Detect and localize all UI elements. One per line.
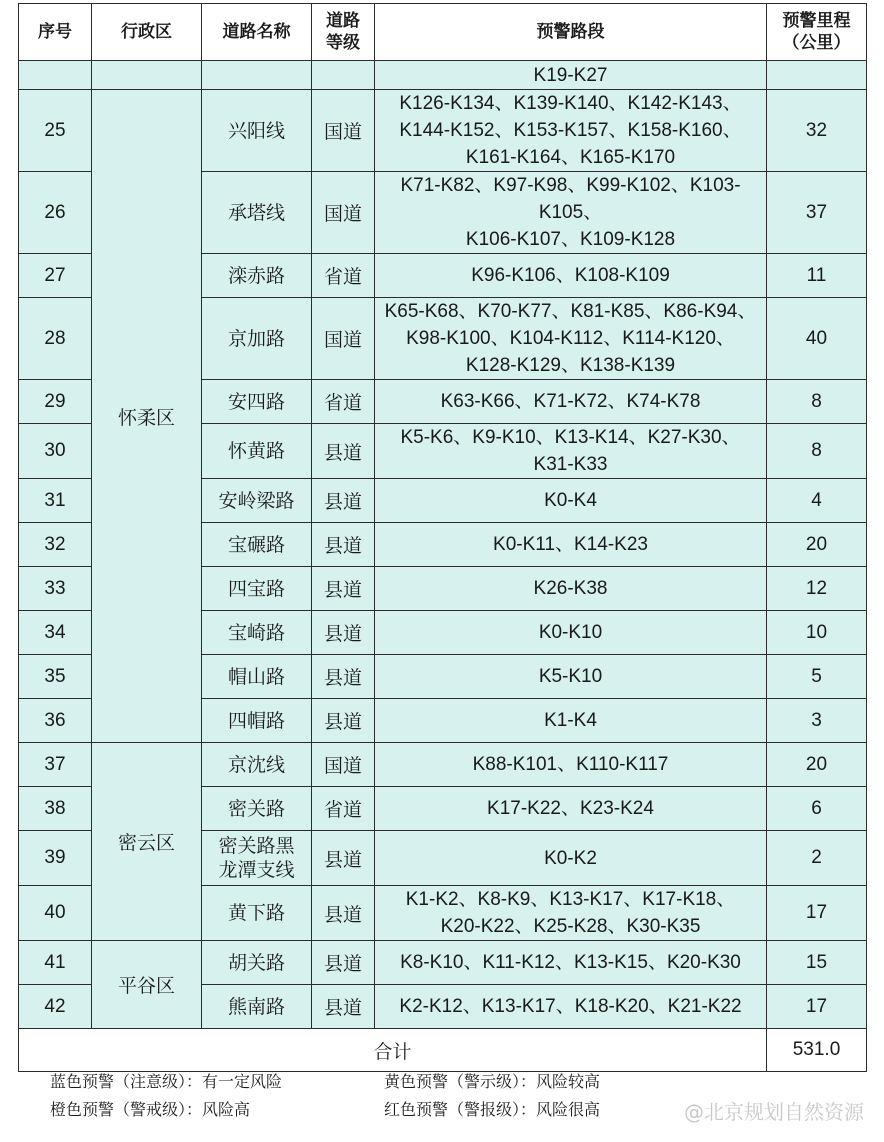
table-row bbox=[19, 743, 867, 787]
cell-mileage: 40 bbox=[767, 298, 867, 380]
cell-road: 兴阳线 bbox=[202, 90, 312, 172]
segment-line: K2-K12、K13-K17、K18-K20、K21-K22 bbox=[399, 996, 742, 1017]
cell-segment bbox=[375, 380, 767, 424]
header-segment: 预警路段 bbox=[375, 4, 767, 61]
cell-grade: 省道 bbox=[312, 254, 375, 298]
cell-mileage: 15 bbox=[767, 941, 867, 985]
cell-grade: 县道 bbox=[312, 611, 375, 655]
cell-segment bbox=[375, 254, 767, 298]
segment-line: K126-K134、K139-K140、K142-K143、 bbox=[399, 93, 742, 114]
legend-red: 红色预警（警报级）：风险很高 bbox=[384, 1100, 601, 1119]
cell-road: 密关路 bbox=[202, 787, 312, 831]
cell-district bbox=[92, 61, 202, 90]
cell-no: 35 bbox=[19, 655, 92, 699]
cell-segment bbox=[375, 787, 767, 831]
cell-district: 平谷区 bbox=[92, 941, 202, 1029]
cell-grade: 县道 bbox=[312, 523, 375, 567]
cell-grade: 县道 bbox=[312, 699, 375, 743]
cell-road: 承塔线 bbox=[202, 172, 312, 254]
cell-no: 26 bbox=[19, 172, 92, 254]
segment-line: K71-K82、K97-K98、K99-K102、K103-K105、 bbox=[400, 175, 741, 223]
cell-no: 33 bbox=[19, 567, 92, 611]
cell-segment: K19-K27 bbox=[375, 61, 767, 90]
cell-mileage: 12 bbox=[767, 567, 867, 611]
cell-no: 40 bbox=[19, 886, 92, 941]
header-grade-line1: 道路 bbox=[326, 11, 360, 31]
cell-segment bbox=[375, 831, 767, 886]
cell-no: 38 bbox=[19, 787, 92, 831]
legend-blue: 蓝色预警（注意级）：有一定风险 bbox=[50, 1072, 283, 1091]
cell-road: 宝崎路 bbox=[202, 611, 312, 655]
cell-road: 胡关路 bbox=[202, 941, 312, 985]
cell-segment bbox=[375, 699, 767, 743]
cell-grade: 国道 bbox=[312, 743, 375, 787]
legend-orange: 橙色预警（警戒级）：风险高 bbox=[50, 1100, 251, 1119]
header-grade bbox=[312, 4, 375, 61]
segment-line: K1-K2、K8-K9、K13-K17、K17-K18、 bbox=[405, 889, 736, 910]
segment-line: K0-K2 bbox=[544, 847, 597, 869]
cell-segment bbox=[375, 298, 767, 380]
cell-road: 滦赤路 bbox=[202, 254, 312, 298]
cell-no: 25 bbox=[19, 90, 92, 172]
cell-road: 安四路 bbox=[202, 380, 312, 424]
legend-yellow: 黄色预警（警示级）：风险较高 bbox=[384, 1072, 601, 1091]
cell-mileage: 8 bbox=[767, 424, 867, 479]
cell-road: 熊南路 bbox=[202, 985, 312, 1029]
cell-no bbox=[19, 61, 92, 90]
cell-mileage: 5 bbox=[767, 655, 867, 699]
cell-mileage: 10 bbox=[767, 611, 867, 655]
cell-grade: 县道 bbox=[312, 941, 375, 985]
cell-mileage: 20 bbox=[767, 743, 867, 787]
total-row bbox=[19, 1029, 867, 1072]
header-no: 序号 bbox=[19, 4, 92, 61]
header-grade-line2: 等级 bbox=[326, 33, 360, 53]
cell-segment bbox=[375, 611, 767, 655]
cell-no: 42 bbox=[19, 985, 92, 1029]
cell-road: 四帽路 bbox=[202, 699, 312, 743]
cell-segment bbox=[375, 886, 767, 941]
segment-line: K31-K33 bbox=[533, 454, 608, 475]
cell-segment bbox=[375, 523, 767, 567]
table-header-row bbox=[19, 4, 867, 61]
table-row bbox=[19, 90, 867, 172]
cell-mileage: 4 bbox=[767, 479, 867, 523]
cell-mileage: 11 bbox=[767, 254, 867, 298]
cell-mileage: 17 bbox=[767, 985, 867, 1029]
cell-segment bbox=[375, 941, 767, 985]
cell-segment bbox=[375, 985, 767, 1029]
cell-grade: 县道 bbox=[312, 985, 375, 1029]
cell-no: 36 bbox=[19, 699, 92, 743]
total-value: 531.0 bbox=[767, 1029, 867, 1072]
segment-line: K5-K10 bbox=[538, 666, 603, 687]
cell-grade: 县道 bbox=[312, 424, 375, 479]
total-label: 合计 bbox=[19, 1029, 767, 1072]
legend-row bbox=[50, 1068, 870, 1096]
cell-no: 30 bbox=[19, 424, 92, 479]
cell-no: 32 bbox=[19, 523, 92, 567]
cell-road bbox=[202, 831, 312, 886]
cell-mileage: 32 bbox=[767, 90, 867, 172]
cell-no: 37 bbox=[19, 743, 92, 787]
segment-line: K144-K152、K153-K157、K158-K160、 bbox=[399, 120, 742, 141]
cell-grade: 国道 bbox=[312, 90, 375, 172]
cell-no: 28 bbox=[19, 298, 92, 380]
cell-segment bbox=[375, 655, 767, 699]
segment-line: K88-K101、K110-K117 bbox=[472, 754, 669, 775]
header-district: 行政区 bbox=[92, 4, 202, 61]
cell-grade: 县道 bbox=[312, 655, 375, 699]
cell-no: 39 bbox=[19, 831, 92, 886]
header-mileage-line1: 预警里程 bbox=[782, 11, 851, 31]
cell-grade: 省道 bbox=[312, 380, 375, 424]
cell-segment bbox=[375, 90, 767, 172]
segment-line: K8-K10、K11-K12、K13-K15、K20-K30 bbox=[400, 952, 741, 973]
cell-grade: 县道 bbox=[312, 479, 375, 523]
cell-road: 四宝路 bbox=[202, 567, 312, 611]
cell-grade bbox=[312, 61, 375, 90]
cell-grade: 国道 bbox=[312, 172, 375, 254]
road-warning-table bbox=[18, 3, 867, 1072]
cell-road: 京沈线 bbox=[202, 743, 312, 787]
table-row bbox=[19, 941, 867, 985]
header-road: 道路名称 bbox=[202, 4, 312, 61]
cell-district: 密云区 bbox=[92, 743, 202, 941]
segment-line: K106-K107、K109-K128 bbox=[465, 229, 676, 250]
cell-road: 帽山路 bbox=[202, 655, 312, 699]
header-mileage bbox=[767, 4, 867, 61]
cell-road bbox=[202, 61, 312, 90]
cell-road: 安岭梁路 bbox=[202, 479, 312, 523]
segment-line: K63-K66、K71-K72、K74-K78 bbox=[440, 391, 701, 412]
segment-line: K98-K100、K104-K112、K114-K120、 bbox=[406, 328, 735, 349]
segment-line: K128-K129、K138-K139 bbox=[465, 355, 676, 376]
cell-road: 京加路 bbox=[202, 298, 312, 380]
segment-line: K20-K22、K25-K28、K30-K35 bbox=[440, 916, 701, 937]
segment-line: K161-K164、K165-K170 bbox=[465, 147, 676, 168]
cell-mileage: 17 bbox=[767, 886, 867, 941]
cell-no: 27 bbox=[19, 254, 92, 298]
segment-line: K1-K4 bbox=[544, 710, 597, 731]
cell-no: 41 bbox=[19, 941, 92, 985]
table-body bbox=[19, 61, 867, 1029]
segment-line: K0-K4 bbox=[544, 490, 597, 511]
cell-segment bbox=[375, 424, 767, 479]
cell-mileage bbox=[767, 61, 867, 90]
road-name-line: 密关路黑 bbox=[218, 835, 295, 857]
segment-line: K26-K38 bbox=[533, 578, 608, 599]
continuation-row bbox=[19, 61, 867, 90]
cell-mileage: 6 bbox=[767, 787, 867, 831]
cell-segment bbox=[375, 567, 767, 611]
cell-grade: 省道 bbox=[312, 787, 375, 831]
cell-road: 怀黄路 bbox=[202, 424, 312, 479]
cell-mileage: 20 bbox=[767, 523, 867, 567]
cell-segment bbox=[375, 172, 767, 254]
segment-line: K65-K68、K70-K77、K81-K85、K86-K94、 bbox=[384, 301, 757, 322]
cell-grade: 县道 bbox=[312, 886, 375, 941]
cell-mileage: 2 bbox=[767, 831, 867, 886]
cell-grade: 县道 bbox=[312, 567, 375, 611]
cell-road: 黄下路 bbox=[202, 886, 312, 941]
watermark: @北京规划自然资源 bbox=[684, 1100, 864, 1124]
cell-no: 34 bbox=[19, 611, 92, 655]
cell-grade: 国道 bbox=[312, 298, 375, 380]
segment-line: K96-K106、K108-K109 bbox=[471, 265, 670, 286]
segment-line: K5-K6、K9-K10、K13-K14、K27-K30、 bbox=[400, 427, 741, 448]
segment-line: K17-K22、K23-K24 bbox=[487, 798, 654, 819]
segment-line: K0-K11、K14-K23 bbox=[493, 534, 648, 555]
header-mileage-line2: （公里） bbox=[782, 33, 851, 53]
cell-road: 宝碾路 bbox=[202, 523, 312, 567]
cell-mileage: 8 bbox=[767, 380, 867, 424]
road-name-line: 龙潭支线 bbox=[218, 859, 295, 881]
segment-line: K0-K10 bbox=[538, 622, 603, 643]
cell-mileage: 37 bbox=[767, 172, 867, 254]
cell-no: 31 bbox=[19, 479, 92, 523]
cell-segment bbox=[375, 743, 767, 787]
cell-mileage: 3 bbox=[767, 699, 867, 743]
cell-grade: 县道 bbox=[312, 831, 375, 886]
cell-segment bbox=[375, 479, 767, 523]
cell-no: 29 bbox=[19, 380, 92, 424]
cell-district: 怀柔区 bbox=[92, 90, 202, 743]
